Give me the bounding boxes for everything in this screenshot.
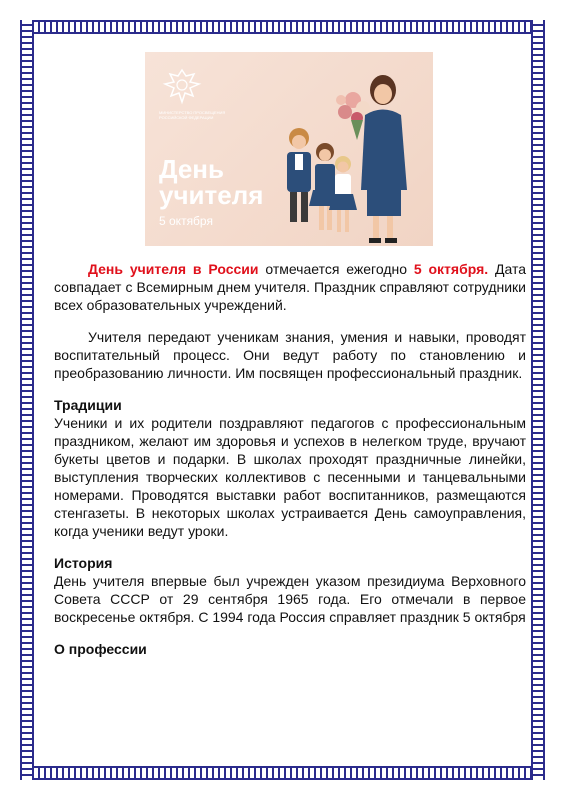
section-text-history: День учителя впервые был учрежден указом президиума Верховного Совета СССР от 29 сентября 1965 года. Его отмечали в первое воскресенье октября. С 1994 года Россия справляет праздник 5 октября: [54, 573, 526, 625]
banner-date: 5 октября: [159, 214, 213, 228]
article-body: [54, 260, 526, 658]
intro-text-1: отмечается ежегодно: [258, 261, 414, 277]
ministry-caption: МИНИСТЕРСТВО ПРОСВЕЩЕНИЯ РОССИЙСКОЙ ФЕДЕРАЦИИ: [159, 110, 226, 120]
intro-text-2: Дата совпадает с Всемирным днем учителя. Праздник справляют сотрудники всех образовательных учреждений.: [54, 261, 526, 313]
description-paragraph: Учителя передают ученикам знания, умения и навыки, проводят воспитательный процесс. Они ведут работу по становлению и преобразованию личности. Им посвящен профессиональный праздник.: [54, 329, 526, 381]
section-heading-history: История: [54, 555, 113, 571]
page-border-top: [20, 20, 545, 34]
banner-title-line1: День: [159, 154, 224, 184]
teacher-and-students-illustration: [265, 60, 433, 246]
ministry-emblem-icon: [159, 66, 205, 106]
intro-paragraph: [54, 260, 526, 314]
page-border-left: [20, 20, 34, 780]
banner-title: [159, 156, 263, 208]
page-border-right: [531, 20, 545, 780]
page-border-bottom: [20, 766, 545, 780]
section-heading-profession: О профессии: [54, 641, 147, 657]
banner-title-line2: учителя: [159, 180, 264, 210]
intro-highlight-date: 5 октября.: [413, 261, 489, 277]
intro-highlight-holiday: День учителя в России: [88, 261, 259, 277]
section-text-traditions: Ученики и их родители поздравляют педагогов с профессиональным праздником, желают им здоровья и успехов в нелегком труде, вручают букеты цветов и подарки. В школах проходят праздничные линейки, выступления творческих коллективов с песенными и танцевальными номерами. Проводятся выставки работ воспитанников, размещаются стенгазеты. В некоторых школах устраивается День самоуправления, когда ученики ведут уроки.: [54, 415, 526, 539]
section-heading-traditions: Традиции: [54, 397, 122, 413]
teachers-day-banner: [145, 52, 433, 246]
